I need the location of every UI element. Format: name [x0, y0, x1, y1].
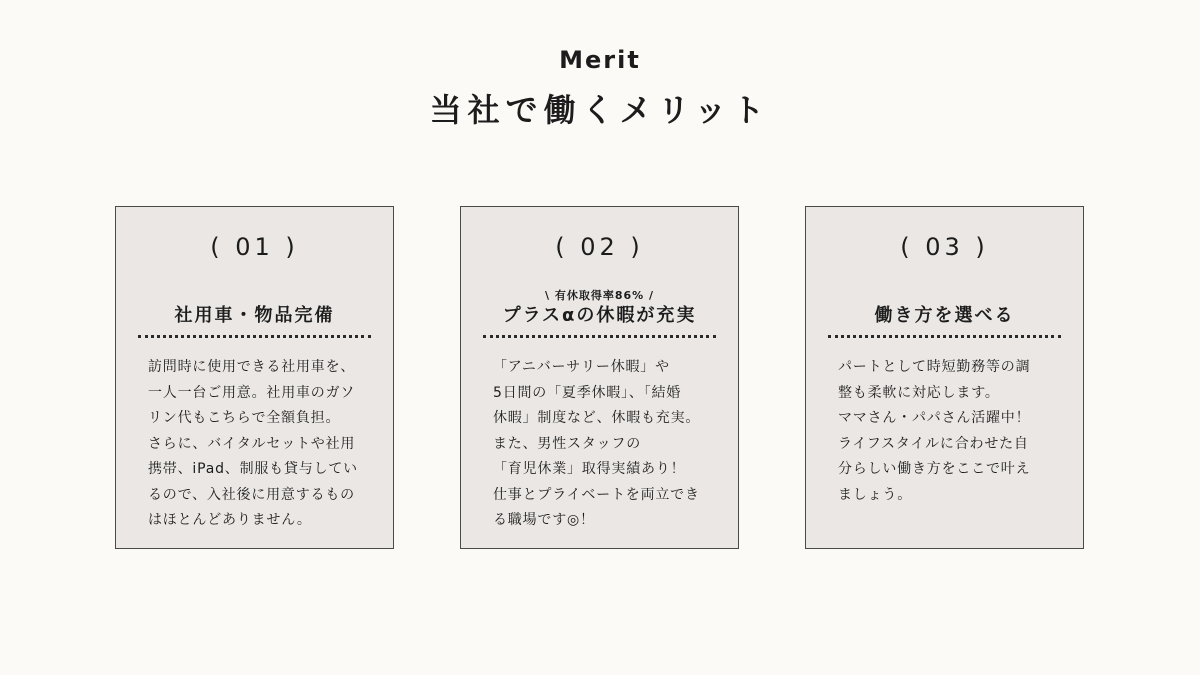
card-body-line: 整も柔軟に対応します。 — [838, 384, 1000, 401]
card-number: ( 01 ) — [210, 233, 299, 261]
card-heading: 働き方を選べる — [874, 305, 1015, 326]
card-heading: プラスαの休暇が充実 — [502, 305, 697, 326]
card-heading: 社用車・物品完備 — [174, 305, 335, 326]
page-title: 当社で働くメリット — [429, 91, 771, 129]
dotted-divider — [828, 335, 1061, 338]
card-number: ( 03 ) — [900, 233, 989, 261]
card-body-line: 分らしい働き方をここで叶え — [838, 461, 1031, 477]
merit-card-02 — [460, 206, 739, 549]
card-body-line: リン代もこちらで全額負担。 — [148, 410, 341, 426]
card-body — [148, 355, 376, 534]
card-body-line: パートとして時短勤務等の調 — [838, 359, 1031, 375]
card-body-line: また、男性スタッフの — [493, 435, 641, 452]
card-body — [838, 355, 1066, 508]
card-body-line: 仕事とプライベートを両立でき — [493, 486, 700, 503]
card-body-line: 5日間の「夏季休暇」、「結婚 — [493, 384, 682, 401]
card-body-line: る職場です◎！ — [493, 512, 595, 528]
card-body-line: 休暇」制度など、休暇も充実。 — [493, 410, 701, 426]
card-body-line: ライフスタイルに合わせた自 — [838, 435, 1029, 452]
card-number: ( 02 ) — [555, 233, 644, 261]
dotted-divider — [138, 335, 371, 338]
card-body-line: さらに、バイタルセットや社用 — [148, 435, 356, 452]
merit-card-03 — [805, 206, 1084, 549]
card-tagline: \ 有休取得率86% / — [544, 289, 655, 302]
card-body-line: 携帯、iPad、制服も貸与してい — [148, 461, 358, 477]
card-body-line: 訪問時に使用できる社用車を、 — [148, 359, 356, 375]
card-body-line: ましょう。 — [838, 486, 912, 503]
card-body-line: 「育児休業」取得実績あり！ — [493, 461, 686, 477]
section-eyebrow: Merit — [559, 46, 641, 74]
card-body-line: 一人一台ご用意。社用車のガソ — [148, 384, 356, 401]
card-body-line: るので、入社後に用意するもの — [148, 486, 355, 503]
merit-card-01 — [115, 206, 394, 549]
page-header — [0, 40, 1200, 132]
card-body-line: 「アニバーサリー休暇」や — [493, 359, 670, 375]
card-body-line: ママさん・パパさん活躍中！ — [838, 410, 1031, 426]
dotted-divider — [483, 335, 716, 338]
card-body — [493, 355, 721, 534]
card-body-line: はほとんどありません。 — [148, 512, 312, 528]
